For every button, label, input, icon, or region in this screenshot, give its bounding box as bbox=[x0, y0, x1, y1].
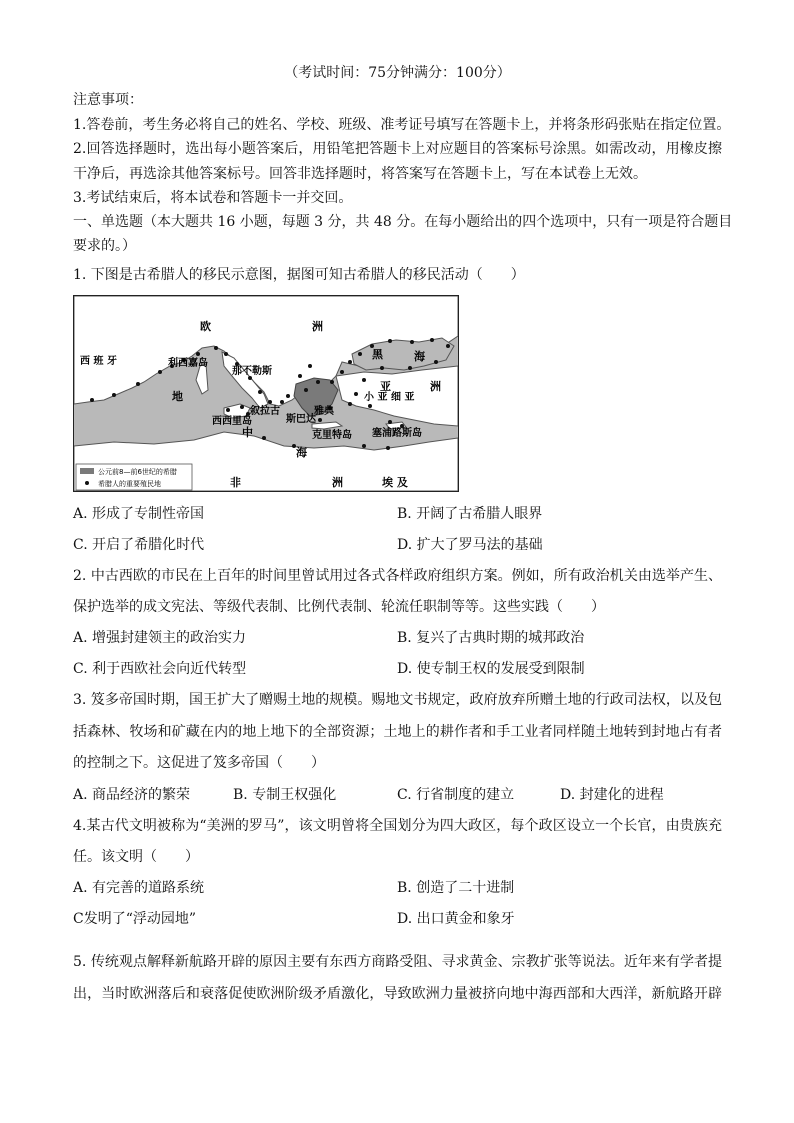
q4-stem-line-2: 任。该文明（ ） bbox=[73, 849, 199, 865]
q4-option-a: A. 有完善的道路系统 bbox=[73, 880, 205, 896]
q2-option-a: A. 增强封建领主的政治实力 bbox=[73, 630, 247, 646]
q5-stem-line-2: 出，当时欧洲落后和衰落促使欧洲阶级矛盾激化，导致欧洲力量被挤向地中海西部和大西洋，新航路开辟 bbox=[73, 986, 722, 1002]
q2-stem-line-2: 保护选举的成文宪法、等级代表制、比例代表制、轮流任职制等等。这些实践（ ） bbox=[73, 599, 605, 615]
legend-colony-dot bbox=[85, 481, 89, 485]
notice-item-2-line-2: 干净后，再选涂其他答案标号。回答非选择题时，将答案写在答题卡上，写在本试卷上无效。 bbox=[73, 166, 647, 182]
map-label-asia-2: 洲 bbox=[430, 380, 441, 393]
q3-option-d: D. 封建化的进程 bbox=[560, 787, 664, 803]
q1-option-b: B. 开阔了古希腊人眼界 bbox=[397, 506, 543, 522]
map-label-egypt: 埃 及 bbox=[382, 476, 408, 489]
q5-stem-line-1: 5. 传统观点解释新航路开辟的原因主要有东西方商路受阻、寻求黄金、宗教扩张等说法。近年来有学者提 bbox=[73, 954, 722, 970]
q4-option-d: D. 出口黄金和象牙 bbox=[397, 911, 515, 927]
map-label-cyprus: 塞浦路斯岛 bbox=[372, 428, 422, 439]
map-label-med-1: 地 bbox=[172, 390, 183, 403]
q3-option-c: C. 行省制度的建立 bbox=[397, 787, 515, 803]
map-label-athens: 雅典 bbox=[314, 406, 334, 417]
map-label-europe-2: 洲 bbox=[312, 320, 323, 333]
q4-option-c: C发明了“浮动园地” bbox=[73, 911, 197, 927]
map-label-crete: 克里特岛 bbox=[312, 430, 352, 441]
map-label-asia-minor: 小 亚 细 亚 bbox=[364, 392, 415, 403]
q2-stem-line-1: 2. 中古西欧的市民在上百年的时间里曾试用过各式各样政府组织方案。例如，所有政治机关由选举产生、 bbox=[73, 568, 722, 584]
notice-item-1: 1.答卷前，考生务必将自己的姓名、学校、班级、准考证号填写在答题卡上，并将条形码张贴在指定位置。 bbox=[73, 117, 731, 133]
map-label-sparta: 斯巴达 bbox=[286, 414, 316, 425]
q3-stem-line-1: 3. 笈多帝国时期，国王扩大了赠赐土地的规模。赐地文书规定，政府放弃所赠土地的行政司法权，以及包 bbox=[73, 692, 722, 708]
q4-stem-line-1: 4.某古代文明被称为“美洲的罗马”，该文明曾将全国划分为四大政区，每个政区设立一个长官，由贵族充 bbox=[73, 818, 722, 834]
map-label-spain: 西 班 牙 bbox=[80, 356, 117, 367]
section-heading-line-2: 要求的。） bbox=[73, 238, 136, 254]
map-svg bbox=[74, 296, 458, 491]
q4-option-b: B. 创造了二十进制 bbox=[397, 880, 515, 896]
exam-time: （考试时间：75分钟满分：100分） bbox=[284, 65, 511, 81]
notice-title: 注意事项： bbox=[73, 92, 143, 108]
map-label-black-sea-2: 海 bbox=[414, 350, 425, 363]
greek-colonization-map bbox=[73, 295, 459, 492]
q3-stem-line-2: 括森林、牧场和矿藏在内的地上地下的全部资源；土地上的耕作者和手工业者同样随土地转到封地占有者 bbox=[73, 724, 722, 740]
notice-item-3: 3.考试结束后，将本试卷和答题卡一并交回。 bbox=[73, 190, 353, 206]
map-label-naples: 那不勒斯 bbox=[232, 366, 272, 377]
notice-item-2-line-1: 2.回答选择题时，选出每小题答案后，用铅笔把答题卡上对应题目的答案标号涂黑。如需改动，用橡皮擦 bbox=[73, 141, 722, 157]
q1-stem: 1. 下图是古希腊人的移民示意图，据图可知古希腊人的移民活动（ ） bbox=[73, 267, 525, 283]
legend-greece-swatch bbox=[80, 468, 94, 474]
q3-option-b: B. 专制王权强化 bbox=[233, 787, 337, 803]
q3-stem-line-3: 的控制之下。这促进了笈多帝国（ ） bbox=[73, 755, 325, 771]
legend-greece-label: 公元前8—前6世纪的希腊 bbox=[98, 468, 177, 476]
map-label-africa-1: 非 bbox=[230, 476, 241, 489]
q2-option-c: C. 利于西欧社会向近代转型 bbox=[73, 661, 247, 677]
q1-option-c: C. 开启了希腊化时代 bbox=[73, 537, 205, 553]
map-label-med-3: 海 bbox=[296, 446, 307, 459]
map-label-syracuse: 叙拉古 bbox=[250, 406, 280, 417]
map-label-asia-1: 亚 bbox=[380, 380, 391, 393]
q3-option-a: A. 商品经济的繁荣 bbox=[73, 787, 191, 803]
q1-option-a: A. 形成了专制性帝国 bbox=[73, 506, 205, 522]
map-label-black-sea-1: 黑 bbox=[372, 348, 383, 361]
map-label-med-2: 中 bbox=[242, 426, 253, 439]
map-label-europe-1: 欧 bbox=[200, 320, 211, 333]
q2-option-b: B. 复兴了古典时期的城邦政治 bbox=[397, 630, 585, 646]
legend-colony-label: 希腊人的重要殖民地 bbox=[98, 480, 161, 488]
map-label-africa-2: 洲 bbox=[332, 476, 343, 489]
q2-option-d: D. 使专制王权的发展受到限制 bbox=[397, 661, 585, 677]
q1-option-d: D. 扩大了罗马法的基础 bbox=[397, 537, 543, 553]
map-label-liguria: 利西嘉岛 bbox=[168, 358, 208, 369]
map-label-sicily: 西西里岛 bbox=[212, 416, 252, 427]
section-heading-line-1: 一、单选题（本大题共 16 小题，每题 3 分，共 48 分。在每小题给出的四个选项中，只有一项是符合题目 bbox=[73, 214, 733, 230]
